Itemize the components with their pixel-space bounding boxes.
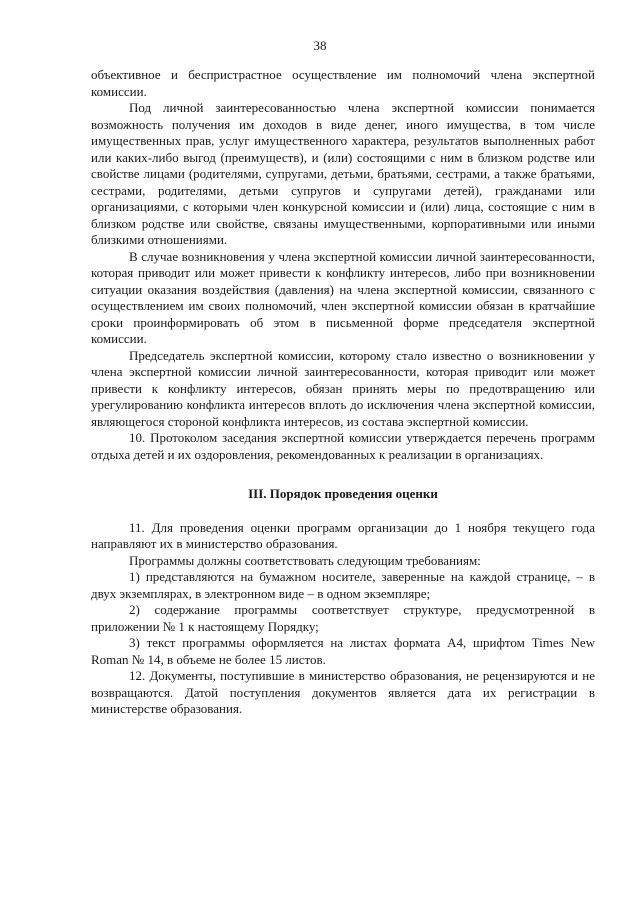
paragraph-requirement-1: 1) представляются на бумажном носителе, заверенные на каждой странице, – в двух экземплярах, в электронном виде – в одном экземпляре; [91,569,595,601]
paragraph-item-12: 12. Документы, поступившие в министерство образования, не рецензируются и не возвращаются. Датой поступления документов является дата их регистрации в министерстве образования. [91,668,595,716]
paragraph-item-10: 10. Протоколом заседания экспертной комиссии утверждается перечень программ отдыха детей и их оздоровления, рекомендованных к реализации в организациях. [91,430,595,462]
document-body [91,67,595,718]
page-number: 38 [313,38,327,53]
section-heading: III. Порядок проведения оценки [248,486,438,501]
paragraph-chairman-measures: Председатель экспертной комиссии, которому стало известно о возникновении у члена экспертной комиссии личной заинтересованности, которая приводит или может привести к конфликту интересов, обязан принять меры по предотвращению или урегулированию конфликта интересов вплоть до исключения члена экспертной комиссии, являющегося стороной конфликта интересов, из состава экспертной комиссии. [91,347,595,429]
paragraph-requirement-3: 3) текст программы оформляется на листах формата А4, шрифтом Times New Roman № 14, в объеме не более 15 листов. [91,635,595,667]
paragraph-conflict-notification: В случае возникновения у члена экспертной комиссии личной заинтересованности, которая приводит или может привести к конфликту интересов, либо при возникновении ситуации оказания воздействия (давления) на члена экспертной комиссии, связанного с осуществлением им своих полномочий, член экспертной комиссии обязан в кратчайшие сроки проинформировать об этом в письменной форме председателя экспертной комиссии. [91,248,595,346]
paragraph-item-11: 11. Для проведения оценки программ организации до 1 ноября текущего года направляют их в министерство образования. [91,519,595,551]
paragraph-continuation: объективное и беспристрастное осуществление им полномочий члена экспертной комиссии. [91,67,595,99]
paragraph-personal-interest-definition: Под личной заинтересованностью члена экспертной комиссии понимается возможность получения им доходов в виде денег, иного имущества, в том числе имущественных прав, услуг имущественного характера, результатов выполненных работ или каких-либо выгод (преимуществ), и (или) состоящими с ним в близком родстве или свойстве лицами (родителями, супругами, детьми, братьями, сестрами, а также братьями, сестрами, родителями, детьми супругов и супругами детей), гражданами или организациями, с которыми член конкурсной комиссии и (или) лица, состоящие с ним в близком родстве или свойстве, связаны имущественными, корпоративными или иными близкими отношениями. [91,100,595,247]
paragraph-requirements-intro: Программы должны соответствовать следующим требованиям: [129,552,481,568]
paragraph-requirement-2: 2) содержание программы соответствует структуре, предусмотренной в приложении № 1 к настоящему Порядку; [91,602,595,634]
